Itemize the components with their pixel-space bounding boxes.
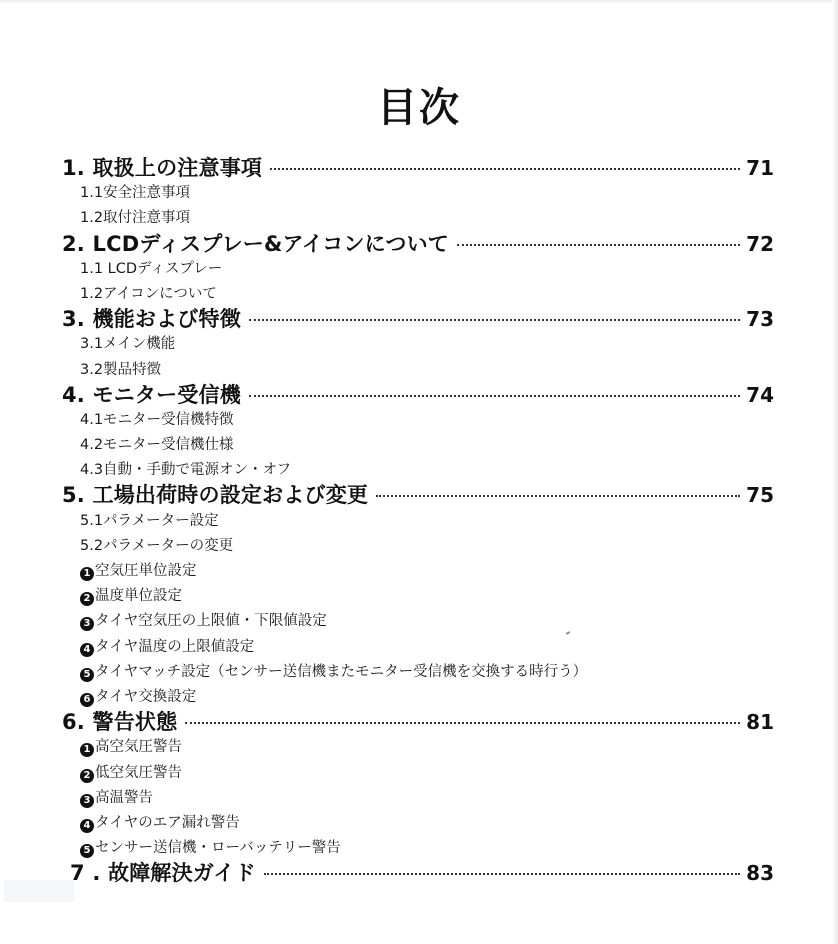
circled-number-icon: 2 bbox=[80, 592, 94, 606]
toc-heading-text: 7 . 故障解決ガイド bbox=[70, 861, 256, 886]
dot-leader bbox=[270, 168, 740, 170]
toc-subitem-text: 1.1安全注意事項 bbox=[80, 185, 191, 202]
toc-page-number: 73 bbox=[746, 307, 774, 332]
toc-subitem-text: 4.1モニター受信機特徴 bbox=[80, 411, 234, 428]
toc-subitem[interactable] bbox=[62, 458, 774, 483]
circled-number-icon: 2 bbox=[80, 769, 94, 783]
toc-title: 目次 bbox=[377, 85, 461, 131]
toc-subitem[interactable] bbox=[62, 408, 774, 433]
circled-number-icon: 4 bbox=[80, 643, 94, 657]
toc-page-number: 81 bbox=[746, 710, 774, 735]
dot-leader bbox=[249, 395, 740, 397]
toc-subitem-text: 1.1 LCDディスプレー bbox=[80, 260, 223, 277]
toc-heading-7[interactable] bbox=[62, 861, 774, 886]
toc-page-number: 72 bbox=[746, 231, 774, 256]
toc-heading-3[interactable] bbox=[62, 307, 774, 332]
toc-subitem-text: 4.3自動・手動で電源オン・オフ bbox=[80, 462, 292, 479]
toc-numbered-item[interactable] bbox=[62, 735, 774, 760]
scan-edge-top bbox=[0, 0, 838, 4]
circled-number-icon: 5 bbox=[80, 844, 94, 858]
toc-numbered-item[interactable] bbox=[62, 786, 774, 811]
toc-subitem-text: 5.2パラメーターの変更 bbox=[80, 537, 234, 554]
toc-page-number: 83 bbox=[746, 861, 774, 886]
toc-subitem[interactable] bbox=[62, 332, 774, 357]
scan-edge-right bbox=[832, 0, 838, 944]
toc-subitem[interactable] bbox=[62, 257, 774, 282]
toc-subitem-text: タイヤ交換設定 bbox=[95, 688, 197, 705]
toc-subitem-text: 1.2取付注意事項 bbox=[80, 210, 191, 227]
toc-subitem-text: 高温警告 bbox=[95, 789, 153, 806]
toc-subitem-text: 3.1メイン機能 bbox=[80, 336, 176, 353]
toc-numbered-item[interactable] bbox=[62, 584, 774, 609]
toc-subitem-text: センサー送信機・ローバッテリー警告 bbox=[95, 840, 341, 857]
dot-leader bbox=[264, 873, 740, 875]
dot-leader bbox=[249, 319, 740, 321]
toc-numbered-item[interactable] bbox=[62, 559, 774, 584]
toc-page-number: 74 bbox=[746, 382, 774, 407]
toc-page-number: 75 bbox=[746, 483, 774, 508]
toc-subitem-text: 1.2アイコンについて bbox=[80, 285, 217, 302]
toc-subitem-text: タイヤのエア漏れ警告 bbox=[95, 814, 240, 831]
toc-subitem-text: 4.2モニター受信機仕様 bbox=[80, 437, 234, 454]
toc-subitem[interactable] bbox=[62, 181, 774, 206]
toc-numbered-item[interactable] bbox=[62, 660, 774, 685]
circled-number-icon: 5 bbox=[80, 668, 94, 682]
toc-heading-text: 4. モニター受信機 bbox=[62, 382, 241, 407]
toc-subitem-text: 高空気圧警告 bbox=[95, 739, 182, 756]
toc-subitem[interactable] bbox=[62, 433, 774, 458]
circled-number-icon: 6 bbox=[80, 693, 94, 707]
toc-subitem-text: タイヤマッチ設定（センサー送信機またモニター受信機を交換する時行う） bbox=[95, 663, 588, 680]
toc-subitem-text: 3.2製品特徴 bbox=[80, 361, 162, 378]
toc-heading-text: 6. 警告状態 bbox=[62, 710, 178, 735]
circled-number-icon: 1 bbox=[80, 567, 94, 581]
toc-heading-text: 5. 工場出荷時の設定および変更 bbox=[62, 483, 369, 508]
toc-subitem-text: タイヤ温度の上限値設定 bbox=[95, 638, 255, 655]
toc-heading-text: 1. 取扱上の注意事項 bbox=[62, 156, 263, 180]
toc-subitem[interactable] bbox=[62, 282, 774, 307]
circled-number-icon: 3 bbox=[80, 794, 94, 808]
toc-subitem-text: 低空気圧警告 bbox=[95, 764, 182, 781]
toc-numbered-item[interactable] bbox=[62, 836, 774, 861]
toc-subitem-text: 5.1パラメーター設定 bbox=[80, 512, 219, 529]
toc-numbered-item[interactable] bbox=[62, 811, 774, 836]
circled-number-icon: 1 bbox=[80, 743, 94, 757]
circled-number-icon: 4 bbox=[80, 819, 94, 833]
dot-leader bbox=[185, 722, 740, 724]
dot-leader bbox=[376, 495, 740, 497]
dot-leader bbox=[457, 244, 740, 246]
toc-heading-2[interactable] bbox=[62, 232, 774, 257]
toc-numbered-item[interactable] bbox=[62, 609, 774, 634]
toc-subitem-text: タイヤ空気圧の上限値・下限値設定 bbox=[95, 613, 327, 630]
toc-heading-text: 2. LCDディスプレー&アイコンについて bbox=[62, 231, 449, 256]
toc-subitem[interactable] bbox=[62, 206, 774, 231]
toc-subitem[interactable] bbox=[62, 509, 774, 534]
toc-subitem-text: 空気圧単位設定 bbox=[95, 563, 197, 579]
toc-subitem[interactable] bbox=[62, 358, 774, 383]
toc-numbered-item[interactable] bbox=[62, 635, 774, 660]
toc-heading-1[interactable] bbox=[62, 156, 774, 181]
toc-numbered-item[interactable] bbox=[62, 685, 774, 710]
toc-heading-6[interactable] bbox=[62, 710, 774, 735]
toc-heading-text: 3. 機能および特徴 bbox=[62, 307, 241, 332]
toc-heading-5[interactable] bbox=[62, 483, 774, 508]
toc-subitem-text: 温度単位設定 bbox=[95, 588, 182, 605]
toc-page-number: 71 bbox=[746, 156, 774, 180]
toc-numbered-item[interactable] bbox=[62, 761, 774, 786]
toc-subitem[interactable] bbox=[62, 534, 774, 559]
toc-heading-4[interactable] bbox=[62, 383, 774, 408]
table-of-contents bbox=[62, 156, 774, 886]
circled-number-icon: 3 bbox=[80, 617, 94, 631]
